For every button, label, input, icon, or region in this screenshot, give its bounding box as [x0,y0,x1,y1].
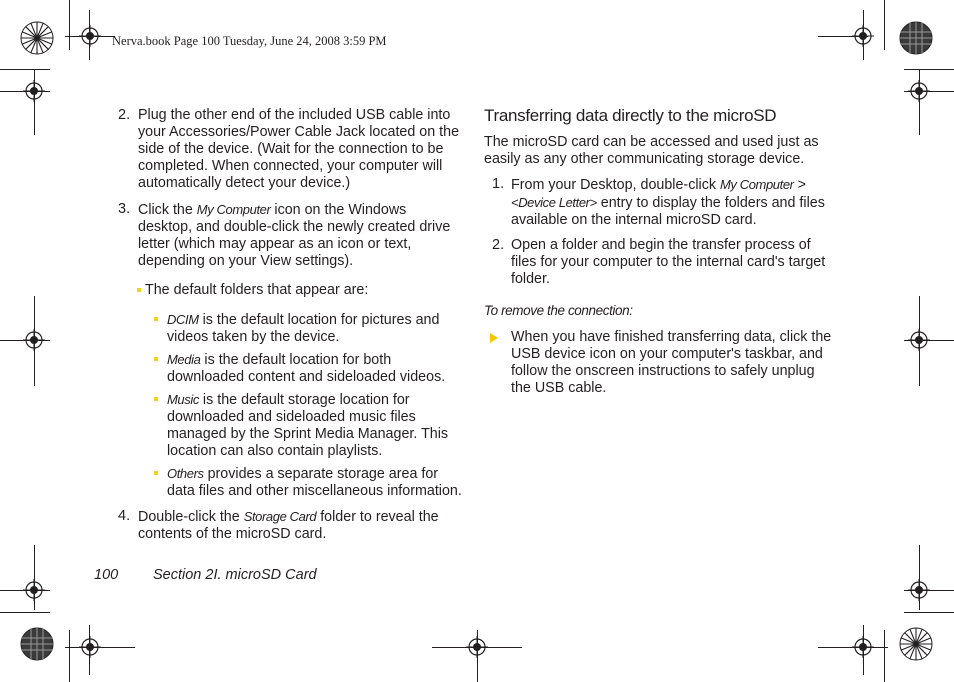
step-number: 4. [118,508,131,524]
term-my-computer: My Computer [719,177,794,192]
path-separator: > [793,177,806,193]
left-column [118,107,463,552]
folder-desc: is the default storage location for downloaded and sideloaded music files managed by the Sprint Media Manager. This location can also contain playlists. [167,392,449,459]
starburst-target-icon [20,627,54,661]
folder-name: Music [167,392,199,407]
step-2 [118,107,463,192]
step-number: 3. [118,201,131,217]
crop-line [69,0,70,50]
folder-item [118,465,463,500]
square-bullet-icon [154,317,158,321]
term-storage-card: Storage Card [243,509,317,524]
crop-line [0,69,50,70]
folder-desc: provides a separate storage area for data files and other miscellaneous information. [167,466,462,499]
folder-name: Media [167,352,201,367]
crop-line [0,612,50,613]
folders-intro [118,282,463,299]
term-device-letter: <Device Letter> [511,195,597,210]
step-number: 2. [118,107,131,123]
arrow-bullet-icon [490,333,498,343]
folder-desc: is the default location for both downloaded content and sideloaded videos. [167,352,446,385]
right-column [484,107,834,397]
square-bullet-icon [154,471,158,475]
page-number: 100 [94,567,119,583]
step-text-pre: Double-click the [138,509,244,525]
step-text-pre: Click the [138,202,197,218]
step-text-pre: From your Desktop, double-click [511,177,720,193]
crop-line [884,630,885,682]
step-number: 1. [492,176,505,192]
step-text: Open a folder and begin the transfer process of files for your computer to the internal card's target folder. [511,237,826,287]
registration-target-icon [23,579,45,601]
registration-target-icon [23,80,45,102]
step-text-post: entry to display the folders and files available on the internal microSD card. [511,195,825,228]
crop-line [904,612,954,613]
step-1 [484,176,834,229]
folder-name: Others [167,466,204,481]
registration-target-icon [79,25,101,47]
registration-target-icon [852,636,874,658]
step-2 [484,237,834,288]
square-bullet-icon [137,288,141,292]
registration-target-icon [23,329,45,351]
remove-step-text: When you have finished transferring data, click the USB device icon on your computer's taskbar, and follow the onscreen instructions to safely unplug the USB cable. [511,329,832,396]
registration-target-icon [908,579,930,601]
starburst-target-icon [899,627,933,661]
remove-connection-label: To remove the connection: [484,303,633,318]
folder-item [118,391,463,460]
crop-line [69,630,70,682]
folder-item [118,311,463,346]
print-header: Nerva.book Page 100 Tuesday, June 24, 2008 3:59 PM [112,34,387,48]
folder-name: DCIM [167,312,199,327]
starburst-target-icon [20,21,54,55]
step-number: 2. [492,237,505,253]
folder-desc: is the default location for pictures and videos taken by the device. [167,312,440,345]
step-text-post: folder to reveal the contents of the microSD card. [138,509,439,542]
registration-target-icon [908,80,930,102]
folders-intro-text: The default folders that appear are: [145,282,369,298]
section-footer: Section 2I. microSD Card [153,567,317,583]
step-4 [118,508,463,543]
registration-target-icon [908,329,930,351]
starburst-target-icon [899,21,933,55]
remove-step [484,329,834,397]
crop-line [904,69,954,70]
term-my-computer: My Computer [196,202,271,217]
registration-target-icon [79,636,101,658]
folder-item [118,351,463,386]
crop-line [884,0,885,50]
intro-paragraph: The microSD card can be accessed and used just as easily as any other communicating storage device. [484,134,819,167]
step-text-post: icon on the Windows desktop, and double-click the newly created drive letter (which may appear as an icon or text, depending on your View settings). [138,202,451,269]
square-bullet-icon [154,357,158,361]
square-bullet-icon [154,397,158,401]
registration-target-icon [466,636,488,658]
step-3 [118,201,463,270]
step-text: Plug the other end of the included USB cable into your Accessories/Power Cable Jack located on the side of the device. (Wait for the connection to be completed. When connected, your computer will automatically detect your device.) [138,107,460,191]
section-heading: Transferring data directly to the microSD [484,106,777,125]
registration-target-icon [852,25,874,47]
